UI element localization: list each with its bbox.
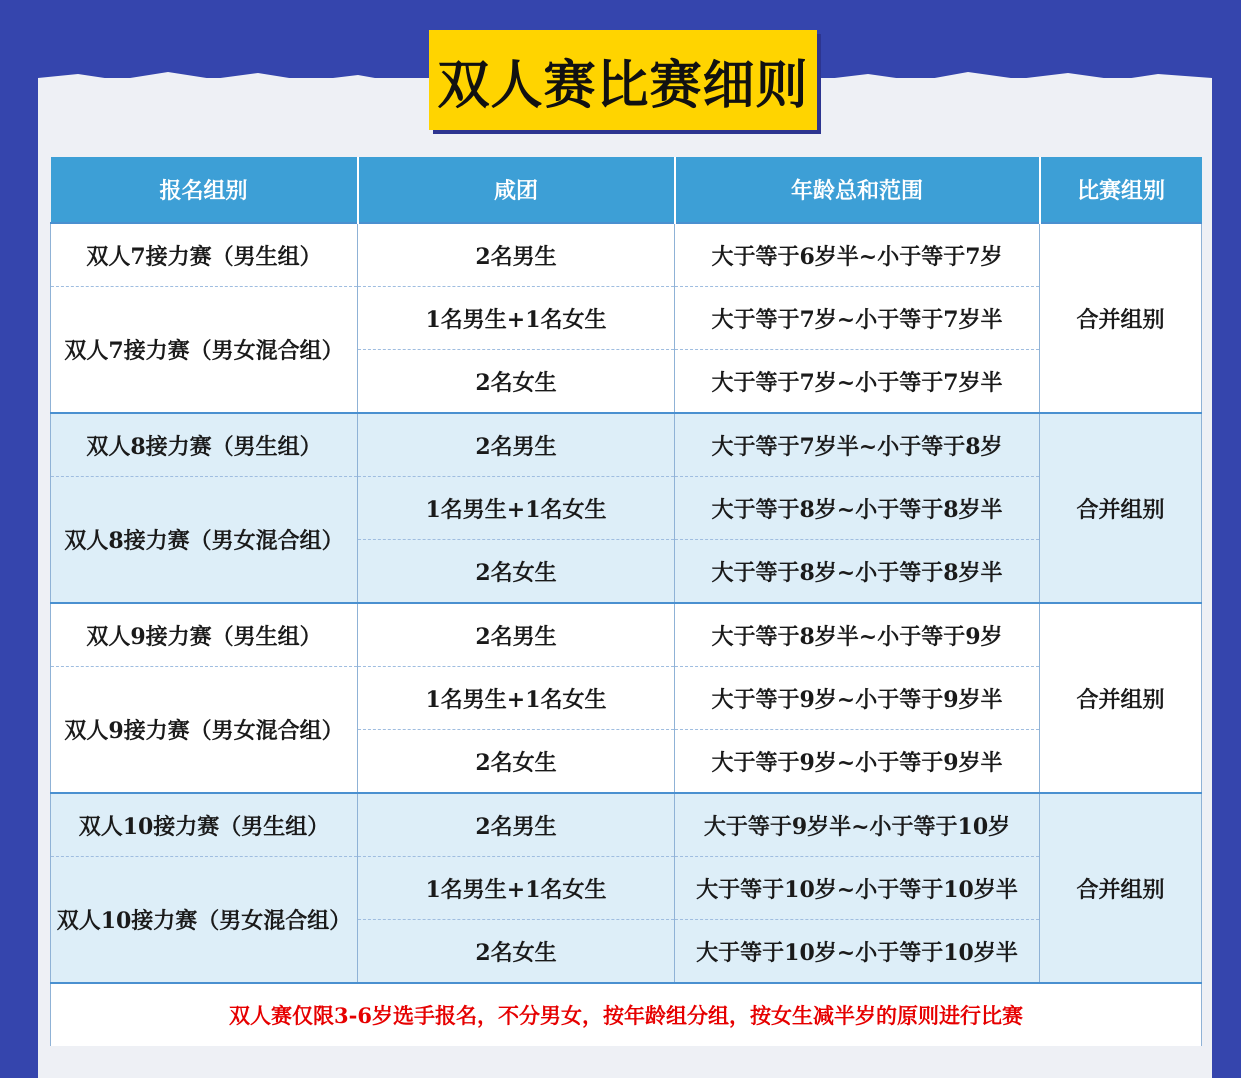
- rules-note: 双人赛仅限3-6岁选手报名，不分男女，按年龄组分组，按女生减半岁的原则进行比赛: [51, 983, 1202, 1046]
- cell-team: 2名男生: [358, 223, 675, 287]
- rules-table: [50, 157, 1202, 1046]
- cell-match-group: 合并组别: [1040, 223, 1202, 413]
- cell-team: 2名女生: [358, 540, 675, 604]
- table-row: [51, 413, 1202, 477]
- cell-registration-group: 双人7接力赛（男女混合组）: [51, 287, 358, 414]
- cell-age-range: 大于等于9岁~小于等于9岁半: [675, 730, 1040, 794]
- group-8: [51, 413, 1202, 603]
- table-header-row: [51, 157, 1202, 223]
- table-row: [51, 477, 1202, 540]
- group-7: [51, 223, 1202, 413]
- note-section: [51, 983, 1202, 1046]
- table-row: [51, 287, 1202, 350]
- table-row: [51, 857, 1202, 920]
- cell-age-range: 大于等于8岁~小于等于8岁半: [675, 477, 1040, 540]
- cell-registration-group: 双人7接力赛（男生组）: [51, 223, 358, 287]
- table-row: [51, 667, 1202, 730]
- cell-age-range: 大于等于10岁~小于等于10岁半: [675, 920, 1040, 984]
- cell-age-range: 大于等于7岁~小于等于7岁半: [675, 350, 1040, 414]
- group-9: [51, 603, 1202, 793]
- cell-age-range: 大于等于8岁半~小于等于9岁: [675, 603, 1040, 667]
- cell-age-range: 大于等于9岁~小于等于9岁半: [675, 667, 1040, 730]
- cell-team: 1名男生+1名女生: [358, 857, 675, 920]
- cell-age-range: 大于等于10岁~小于等于10岁半: [675, 857, 1040, 920]
- cell-match-group: 合并组别: [1040, 603, 1202, 793]
- cell-registration-group: 双人9接力赛（男生组）: [51, 603, 358, 667]
- cell-team: 1名男生+1名女生: [358, 287, 675, 350]
- cell-team: 2名女生: [358, 350, 675, 414]
- cell-age-range: 大于等于6岁半~小于等于7岁: [675, 223, 1040, 287]
- header-team: 咸团: [358, 157, 675, 223]
- cell-age-range: 大于等于7岁~小于等于7岁半: [675, 287, 1040, 350]
- cell-team: 1名男生+1名女生: [358, 667, 675, 730]
- cell-registration-group: 双人8接力赛（男女混合组）: [51, 477, 358, 604]
- cell-age-range: 大于等于8岁~小于等于8岁半: [675, 540, 1040, 604]
- rules-table-wrapper: [50, 157, 1201, 1046]
- header-registration-group: 报名组别: [51, 157, 358, 223]
- cell-registration-group: 双人10接力赛（男女混合组）: [51, 857, 358, 984]
- cell-team: 2名女生: [358, 730, 675, 794]
- cell-registration-group: 双人10接力赛（男生组）: [51, 793, 358, 857]
- cell-team: 2名男生: [358, 603, 675, 667]
- cell-team: 2名男生: [358, 793, 675, 857]
- cell-team: 1名男生+1名女生: [358, 477, 675, 540]
- cell-match-group: 合并组别: [1040, 793, 1202, 983]
- cell-match-group: 合并组别: [1040, 413, 1202, 603]
- cell-age-range: 大于等于9岁半~小于等于10岁: [675, 793, 1040, 857]
- cell-team: 2名男生: [358, 413, 675, 477]
- table-row: [51, 223, 1202, 287]
- cell-team: 2名女生: [358, 920, 675, 984]
- header-match-group: 比赛组别: [1040, 157, 1202, 223]
- cell-registration-group: 双人9接力赛（男女混合组）: [51, 667, 358, 794]
- header-age-range: 年龄总和范围: [675, 157, 1040, 223]
- cell-age-range: 大于等于7岁半~小于等于8岁: [675, 413, 1040, 477]
- page-title: 双人赛比赛细则: [429, 30, 817, 130]
- table-row: [51, 603, 1202, 667]
- cell-registration-group: 双人8接力赛（男生组）: [51, 413, 358, 477]
- note-row: [51, 983, 1202, 1046]
- table-row: [51, 793, 1202, 857]
- group-10: [51, 793, 1202, 983]
